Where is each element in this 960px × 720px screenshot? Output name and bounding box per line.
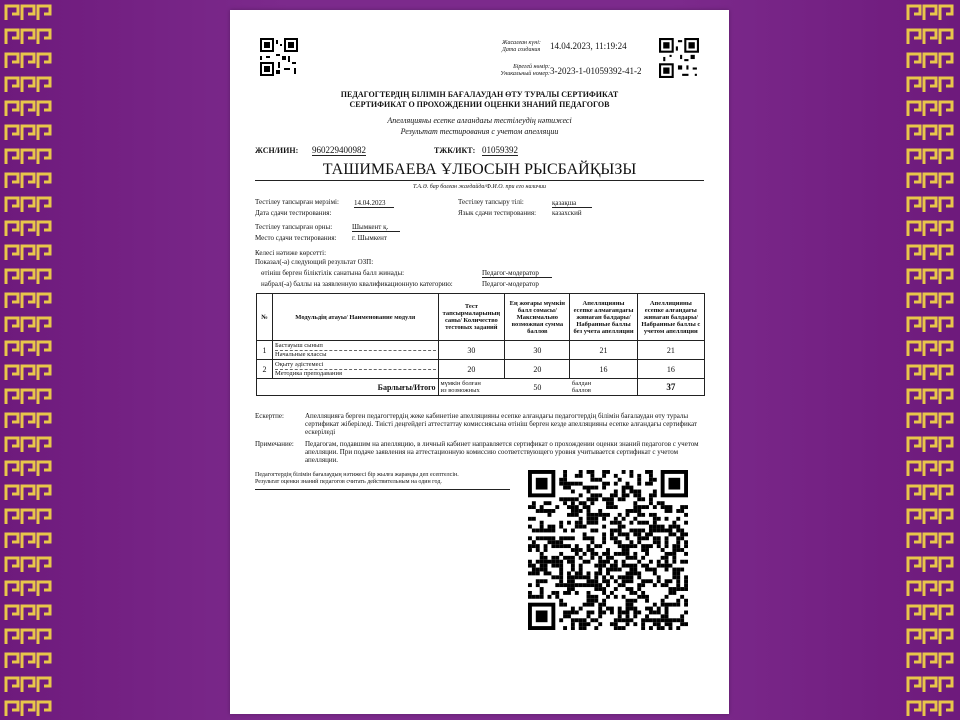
qr-code-icon [528,470,688,630]
note-kz-label: Ескертпе: [255,412,284,420]
col-with-appeal-header: Апелляцияны есепке алғандағы жинаған балдары/ Набранные баллы с учетом апелляции [637,294,704,341]
test-place-value-kz: Шымкент қ. [352,223,400,232]
col-number-header: № [257,294,273,341]
table-row [257,360,705,379]
category-value-ru: Педагог-модератор [482,280,539,288]
validity-ru: Результат оценки знаний педагогов считать действительным на один год. [255,479,442,485]
unique-number-label [490,64,550,78]
total-suffix-ru: баллов [571,387,591,394]
validity-note [255,472,510,490]
tasks-count: 30 [438,341,505,360]
category-label-kz: өтініш берген біліктілік санатына балл жинады: [261,269,405,277]
row-number: 2 [257,360,273,379]
module-name-kz: Оқыту әдістемесі [275,361,436,370]
total-prefix-kz: мүмкін болған [440,380,481,387]
total-suffix-kz: балдан [571,380,592,387]
results-table [256,293,705,396]
tjk-label: ТЖК/ИКТ: [434,146,476,155]
category-label-ru: набрал(-а) баллы на заявленную квалификационную категорию: [261,280,453,288]
col-without-appeal-header: Апелляцияны есепке алмағандағы жинаған балдары/ Набранные баллы без учета апелляции [570,294,637,341]
tjk-value: 01059392 [482,145,518,155]
certificate-page [230,10,729,714]
issue-date-label [502,40,547,54]
col-max-header: Ең жоғары мүмкін балл сомасы/ Максимально возможная сумма баллов [505,294,570,341]
person-name-caption: Т.А.Ә. бар болған жағдайда/Ф.И.О. при его наличии [412,184,547,190]
unique-number-label-ru: Уникальный номер: [500,71,550,77]
module-name-kz: Бастауыш сынып [275,342,436,351]
title-kz: ПЕДАГОГТЕРДІҢ БІЛІМІН БАҒАЛАУДАН ӨТУ ТУРАЛЫ СЕРТИФИКАТ [340,90,619,99]
score-without-appeal: 21 [570,341,637,360]
test-language-label-kz: Тестілеу тапсыру тілі: [458,198,524,206]
score-without-appeal: 16 [570,360,637,379]
test-date-value: 14.04.2023 [354,199,394,208]
ornament-border-right [902,0,960,720]
qr-code-icon [659,38,699,78]
validity-kz: Педагогтердің білімін бағалаудың нәтижесі бір жылға жарамды деп есептелсін. [255,472,459,478]
iin-value: 960229400982 [312,145,366,155]
test-place-label-ru: Место сдачи тестирования: [255,234,337,242]
iin-label: ЖСН/ИИН: [255,146,299,155]
subtitle-ru: Результат тестирования с учетом апелляции [400,127,559,136]
total-prefix [438,379,505,396]
issue-date-value: 14.04.2023, 11:19:24 [550,41,627,51]
table-total-row [257,379,705,396]
total-suffix [570,379,637,396]
note-ru-text: Педагогам, подавшим на апелляцию, в личный кабинет направляется сертификат о прохождении оценки знаний педагогов с учетом апелляции. При подаче заявления на аттестационную комиссию соответствующего уровня учитывается сертификат с учетом апелляции. [305,440,699,464]
result-intro-ru: Показал(-а) следующий результат ОЗП: [255,258,374,266]
note-ru-label: Примечание: [255,440,294,448]
issue-date-label-kz: Жасалған күні: [502,40,541,46]
category-value-kz: Педагог-модератор [482,269,552,278]
module-name-ru: Начальные классы [275,351,327,358]
max-score: 30 [505,341,570,360]
total-max: 50 [505,379,570,396]
table-header-row [257,294,705,341]
qr-code-icon [260,38,298,76]
test-place-value-ru: г. Шымкент [352,234,387,242]
col-module-header: Модульдің атауы/ Наименование модуля [273,294,439,341]
test-place-label-kz: Тестілеу тапсырған орны: [255,223,333,231]
ornament-border-left [0,0,58,720]
total-label: Барлығы/Итого [257,379,439,396]
total-score: 37 [637,379,704,396]
col-tasks-header: Тест тапсырмаларының саны/ Количество тестовых заданий [438,294,505,341]
result-intro-kz: Келесі нәтиже көрсетті: [255,249,327,257]
unique-number-label-kz: Бірегей нөмір: [513,64,550,70]
test-language-label-ru: Язык сдачи тестирования: [458,209,537,217]
person-name: ТАШИМБАЕВА ҰЛБОСЫН РЫСБАЙҚЫЗЫ [255,160,704,181]
test-language-value-ru: казахский [552,209,582,217]
test-date-label-ru: Дата сдачи тестирования: [255,209,332,217]
issue-date-label-ru: Дата создания [502,47,541,53]
score-with-appeal: 16 [637,360,704,379]
module-name [273,341,439,360]
row-number: 1 [257,341,273,360]
unique-number-value: 3-2023-1-01059392-41-2 [550,66,642,76]
total-prefix-ru: из возможных [440,387,480,394]
module-name-ru: Методика преподавания [275,370,342,377]
subtitle-kz: Апелляцияны есепке алғандағы тестілеудің нәтижесі [387,116,572,125]
max-score: 20 [505,360,570,379]
table-row [257,341,705,360]
test-date-label-kz: Тестілеу тапсырған мерзімі: [255,198,339,206]
tasks-count: 20 [438,360,505,379]
module-name [273,360,439,379]
test-language-value-kz: қазақша [552,199,592,208]
title-ru: СЕРТИФИКАТ О ПРОХОЖДЕНИИ ОЦЕНКИ ЗНАНИЙ ПЕДАГОГОВ [349,100,610,109]
note-kz-text: Апелляцияға берген педагогтердің жеке кабинетіне апелляцияны есепке алғандағы педагогтердің білімін бағалаудан өту туралы сертификат жіберіледі. Тиісті деңгейдегі аттестаттау комиссиясына өтініш берген кезде апелляцияны есепке алғандағы сертификат ескеріледі [305,412,698,436]
score-with-appeal: 21 [637,341,704,360]
